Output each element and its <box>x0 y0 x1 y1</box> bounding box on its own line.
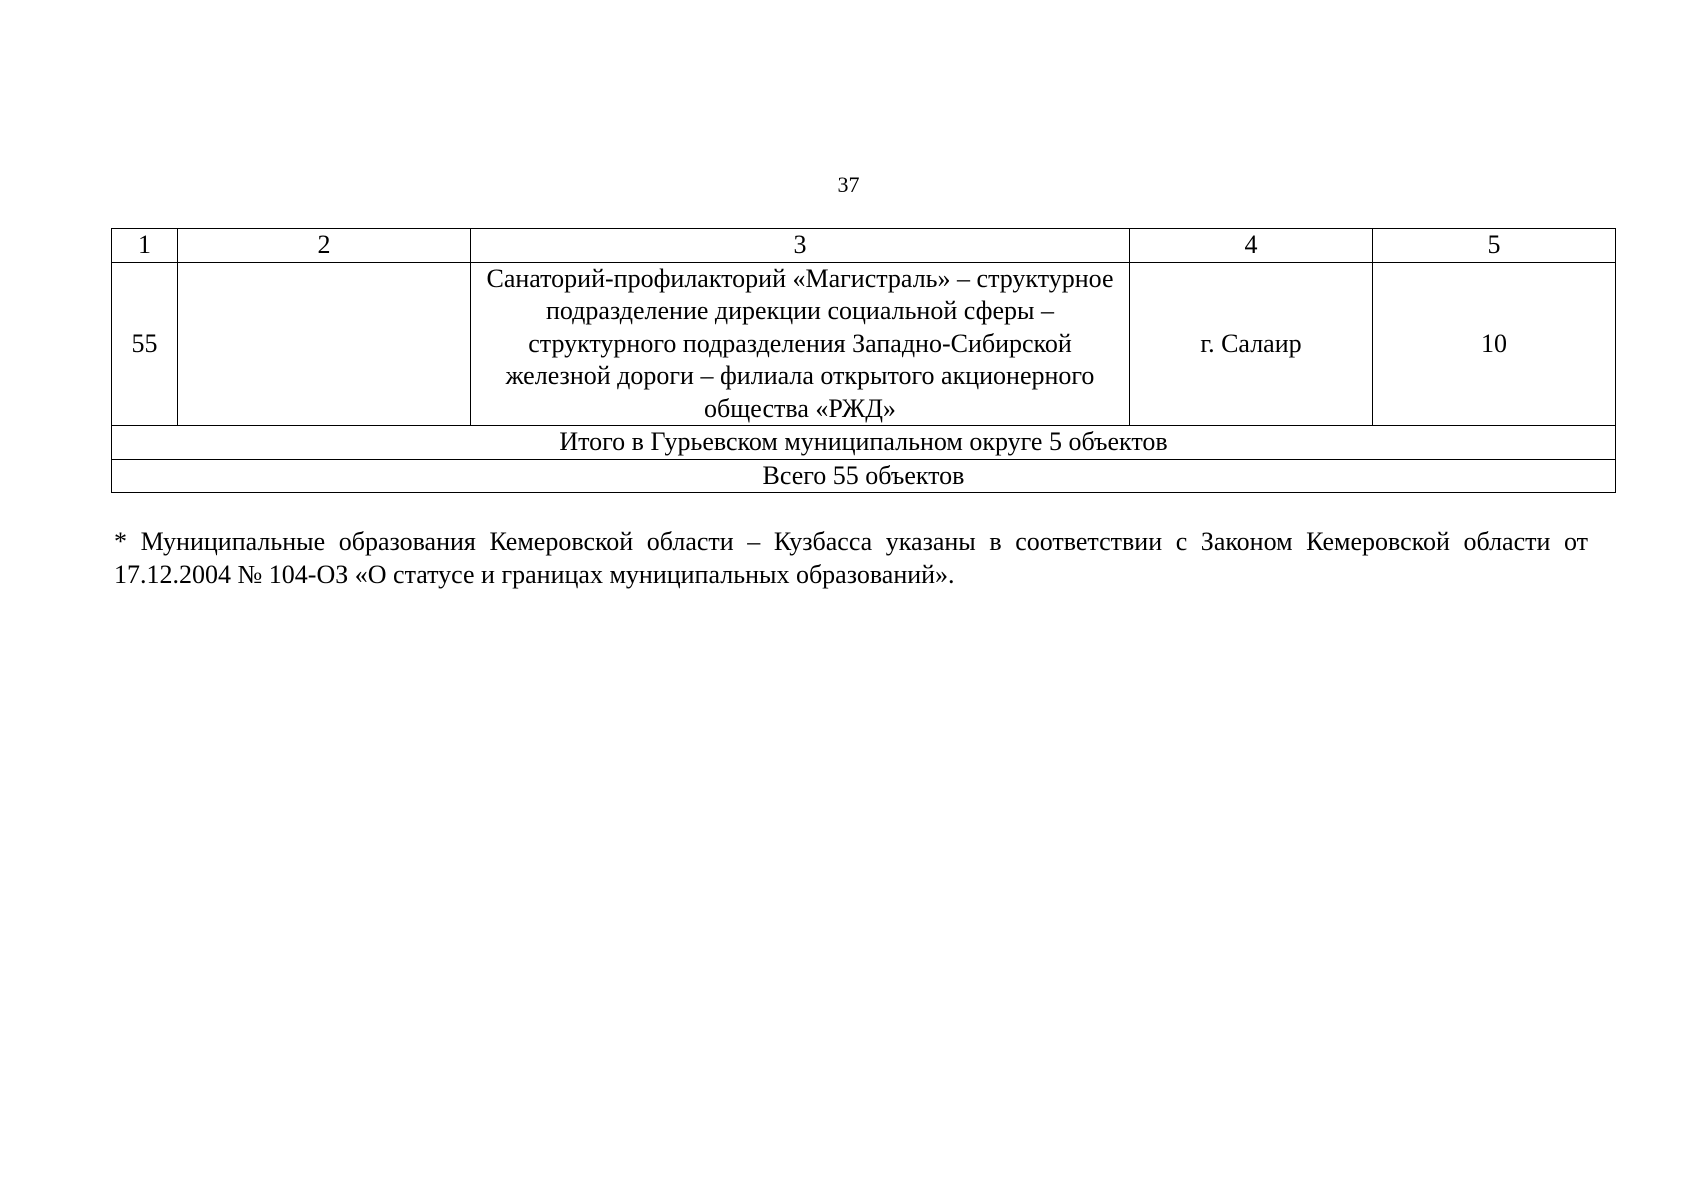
total-row <box>112 459 1616 493</box>
table-header-row <box>112 229 1616 263</box>
column-number-5: 5 <box>1373 229 1616 263</box>
subtotal-cell: Итого в Гурьевском муниципальном округе 5 объектов <box>112 426 1616 460</box>
municipality-cell <box>178 262 471 426</box>
objects-table <box>111 228 1616 493</box>
column-number-4: 4 <box>1130 229 1373 263</box>
row-number-cell: 55 <box>112 262 178 426</box>
footnote: * Муниципальные образования Кемеровской области – Кузбасса указаны в соответствии с Законом Кемеровской области от 17.12.2004 № 104-ОЗ «О статусе и границах муниципальных образований». <box>114 527 1588 589</box>
subtotal-row <box>112 426 1616 460</box>
column-number-3: 3 <box>471 229 1130 263</box>
column-number-1: 1 <box>112 229 178 263</box>
object-name-cell: Санаторий-профилакторий «Магистраль» – структурное подразделение дирекции социальной сферы – структурного подразделения Западно-Сибирской железной дороги – филиала открытого акционерного общества «РЖД» <box>471 262 1130 426</box>
table-row <box>112 262 1616 426</box>
column-number-2: 2 <box>178 229 471 263</box>
location-cell: г. Салаир <box>1130 262 1373 426</box>
page-number: 37 <box>837 172 860 197</box>
count-cell: 10 <box>1373 262 1616 426</box>
total-cell: Всего 55 объектов <box>112 459 1616 493</box>
